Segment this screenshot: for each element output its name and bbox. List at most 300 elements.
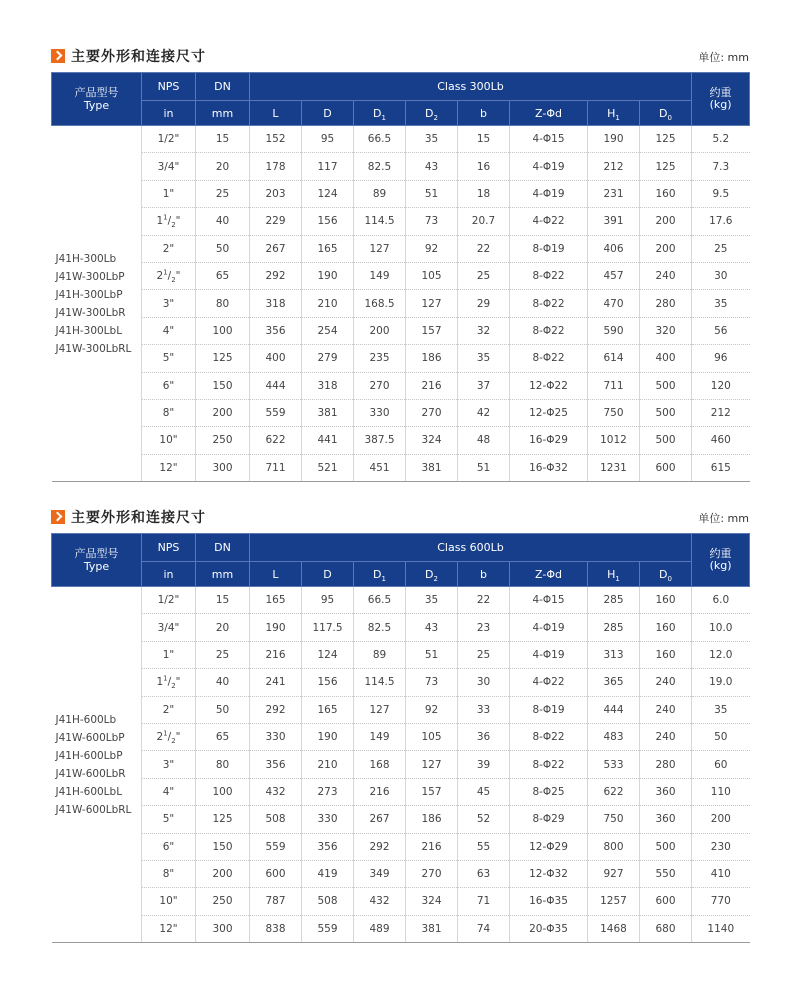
table-row [52, 915, 750, 942]
value-cell: 559 [302, 915, 354, 942]
weight-cell: 19.0 [692, 669, 750, 696]
weight-cell: 770 [692, 888, 750, 915]
value-cell: 800 [588, 833, 640, 860]
value-cell: 74 [458, 915, 510, 942]
weight-cell: 50 [692, 723, 750, 750]
value-cell: 521 [302, 454, 354, 481]
value-cell: 622 [250, 427, 302, 454]
nps-cell: 3" [142, 751, 196, 778]
dim-header: $D_0$ [640, 101, 692, 126]
value-cell: 25 [196, 180, 250, 207]
value-cell: 4-Φ19 [510, 614, 588, 641]
value-cell: 20 [196, 153, 250, 180]
value-cell: 8-Φ22 [510, 262, 588, 289]
value-cell: 65 [196, 262, 250, 289]
value-cell: 150 [196, 833, 250, 860]
value-cell: 168.5 [354, 290, 406, 317]
dim-header: Z-Φd [510, 562, 588, 587]
type-header [52, 73, 142, 126]
value-cell: 105 [406, 723, 458, 750]
nps-cell: 8" [142, 860, 196, 887]
model-name: J41H-300LbL [55, 324, 123, 337]
model-list [52, 126, 142, 482]
value-cell: 125 [196, 806, 250, 833]
nps-unit-header: in [142, 562, 196, 587]
chevron-right-icon [51, 49, 65, 63]
value-cell: 250 [196, 888, 250, 915]
value-cell: 360 [640, 806, 692, 833]
value-cell: 125 [640, 126, 692, 153]
dim-header: $D_0$ [640, 562, 692, 587]
value-cell: 190 [250, 614, 302, 641]
value-cell: 22 [458, 235, 510, 262]
value-cell: 356 [250, 317, 302, 344]
value-cell: 231 [588, 180, 640, 207]
value-cell: 127 [406, 751, 458, 778]
table-row [52, 235, 750, 262]
value-cell: 190 [302, 723, 354, 750]
dim-header: $D_2$ [406, 562, 458, 587]
value-cell: 1012 [588, 427, 640, 454]
value-cell: 270 [406, 860, 458, 887]
value-cell: 750 [588, 806, 640, 833]
table-row [52, 345, 750, 372]
value-cell: 12-Φ22 [510, 372, 588, 399]
value-cell: 400 [250, 345, 302, 372]
value-cell: 125 [196, 345, 250, 372]
value-cell: 12-Φ29 [510, 833, 588, 860]
value-cell: 4-Φ19 [510, 180, 588, 207]
weight-header-cn: 约重 [709, 86, 732, 99]
weight-cell: 96 [692, 345, 750, 372]
value-cell: 241 [250, 669, 302, 696]
model-name: J41W-600LbP [55, 731, 125, 744]
model-name: J41W-600LbRL [55, 803, 132, 816]
nps-header: NPS [142, 73, 196, 101]
value-cell: 157 [406, 317, 458, 344]
value-cell: 324 [406, 888, 458, 915]
value-cell: 15 [196, 126, 250, 153]
nps-cell: 12" [142, 454, 196, 481]
type-header-en: Type [83, 560, 110, 573]
value-cell: 156 [302, 669, 354, 696]
dim-header: Z-Φd [510, 101, 588, 126]
dim-header: b [458, 562, 510, 587]
value-cell: 387.5 [354, 427, 406, 454]
nps-cell: 5" [142, 806, 196, 833]
value-cell: 318 [302, 372, 354, 399]
table-row [52, 153, 750, 180]
value-cell: 267 [354, 806, 406, 833]
section-header [51, 507, 749, 529]
value-cell: 267 [250, 235, 302, 262]
value-cell: 292 [250, 262, 302, 289]
nps-cell: 3/4" [142, 614, 196, 641]
value-cell: 12-Φ25 [510, 399, 588, 426]
value-cell: 210 [302, 290, 354, 317]
value-cell: 43 [406, 153, 458, 180]
table-row [52, 372, 750, 399]
dim-header: $H_1$ [588, 101, 640, 126]
value-cell: 216 [406, 372, 458, 399]
value-cell: 20.7 [458, 208, 510, 235]
weight-cell: 1140 [692, 915, 750, 942]
dim-header: L [250, 101, 302, 126]
nps-cell: 4" [142, 317, 196, 344]
weight-cell: 410 [692, 860, 750, 887]
value-cell: 186 [406, 345, 458, 372]
value-cell: 600 [250, 860, 302, 887]
value-cell: 292 [354, 833, 406, 860]
model-name: J41H-600LbL [55, 785, 123, 798]
value-cell: 273 [302, 778, 354, 805]
value-cell: 330 [354, 399, 406, 426]
value-cell: 441 [302, 427, 354, 454]
table-row [52, 778, 750, 805]
value-cell: 8-Φ19 [510, 235, 588, 262]
value-cell: 190 [302, 262, 354, 289]
class-header: Class 600Lb [250, 534, 692, 562]
section-header [51, 46, 749, 68]
value-cell: 927 [588, 860, 640, 887]
value-cell: 37 [458, 372, 510, 399]
value-cell: 711 [250, 454, 302, 481]
value-cell: 43 [406, 614, 458, 641]
value-cell: 1257 [588, 888, 640, 915]
model-list [52, 587, 142, 943]
value-cell: 4-Φ22 [510, 669, 588, 696]
value-cell: 165 [302, 696, 354, 723]
value-cell: 4-Φ19 [510, 641, 588, 668]
dim-header: $D_1$ [354, 562, 406, 587]
value-cell: 489 [354, 915, 406, 942]
model-name: J41H-600LbP [55, 749, 123, 762]
value-cell: 50 [196, 696, 250, 723]
value-cell: 200 [196, 860, 250, 887]
value-cell: 8-Φ25 [510, 778, 588, 805]
weight-cell: 56 [692, 317, 750, 344]
value-cell: 124 [302, 641, 354, 668]
value-cell: 8-Φ22 [510, 751, 588, 778]
value-cell: 12-Φ32 [510, 860, 588, 887]
model-name: J41H-600Lb [55, 713, 117, 726]
unit-label: 单位: mm [698, 51, 749, 64]
weight-cell: 230 [692, 833, 750, 860]
value-cell: 16-Φ35 [510, 888, 588, 915]
value-cell: 365 [588, 669, 640, 696]
nps-cell: 10" [142, 427, 196, 454]
value-cell: 65 [196, 723, 250, 750]
value-cell: 279 [302, 345, 354, 372]
value-cell: 95 [302, 126, 354, 153]
value-cell: 470 [588, 290, 640, 317]
weight-cell: 30 [692, 262, 750, 289]
value-cell: 15 [458, 126, 510, 153]
value-cell: 100 [196, 778, 250, 805]
section-title: 主要外形和连接尺寸 [71, 49, 206, 65]
value-cell: 22 [458, 587, 510, 614]
table-row [52, 399, 750, 426]
nps-cell: 4" [142, 778, 196, 805]
value-cell: 432 [250, 778, 302, 805]
dim-header: b [458, 101, 510, 126]
value-cell: 508 [250, 806, 302, 833]
value-cell: 92 [406, 235, 458, 262]
table-row [52, 290, 750, 317]
unit-label: 单位: mm [698, 512, 749, 525]
value-cell: 45 [458, 778, 510, 805]
nps-cell: 6" [142, 833, 196, 860]
nps-cell: 10" [142, 888, 196, 915]
value-cell: 200 [640, 235, 692, 262]
value-cell: 280 [640, 751, 692, 778]
value-cell: 157 [406, 778, 458, 805]
value-cell: 8-Φ29 [510, 806, 588, 833]
value-cell: 80 [196, 290, 250, 317]
table-row [52, 696, 750, 723]
value-cell: 432 [354, 888, 406, 915]
value-cell: 18 [458, 180, 510, 207]
nps-cell: $1^1/_2$" [142, 208, 196, 235]
dimension-table-600lb [51, 533, 750, 943]
value-cell: 30 [458, 669, 510, 696]
nps-cell: 1" [142, 180, 196, 207]
value-cell: 73 [406, 669, 458, 696]
value-cell: 40 [196, 669, 250, 696]
value-cell: 92 [406, 696, 458, 723]
value-cell: 23 [458, 614, 510, 641]
value-cell: 614 [588, 345, 640, 372]
value-cell: 210 [302, 751, 354, 778]
value-cell: 559 [250, 399, 302, 426]
table-row [52, 126, 750, 153]
value-cell: 117.5 [302, 614, 354, 641]
value-cell: 270 [354, 372, 406, 399]
value-cell: 270 [406, 399, 458, 426]
table-row [52, 888, 750, 915]
value-cell: 127 [406, 290, 458, 317]
weight-cell: 615 [692, 454, 750, 481]
value-cell: 165 [250, 587, 302, 614]
value-cell: 35 [458, 345, 510, 372]
value-cell: 150 [196, 372, 250, 399]
dim-header: $D_2$ [406, 101, 458, 126]
value-cell: 330 [302, 806, 354, 833]
value-cell: 203 [250, 180, 302, 207]
weight-header [692, 534, 750, 587]
table-row [52, 751, 750, 778]
value-cell: 48 [458, 427, 510, 454]
value-cell: 82.5 [354, 153, 406, 180]
nps-cell: 2" [142, 696, 196, 723]
table-row [52, 208, 750, 235]
value-cell: 51 [458, 454, 510, 481]
value-cell: 16-Φ29 [510, 427, 588, 454]
table-row [52, 614, 750, 641]
value-cell: 16 [458, 153, 510, 180]
value-cell: 160 [640, 614, 692, 641]
nps-header: NPS [142, 534, 196, 562]
type-header [52, 534, 142, 587]
table-row [52, 723, 750, 750]
value-cell: 318 [250, 290, 302, 317]
value-cell: 50 [196, 235, 250, 262]
value-cell: 508 [302, 888, 354, 915]
value-cell: 15 [196, 587, 250, 614]
value-cell: 20 [196, 614, 250, 641]
value-cell: 240 [640, 669, 692, 696]
value-cell: 711 [588, 372, 640, 399]
value-cell: 285 [588, 587, 640, 614]
value-cell: 280 [640, 290, 692, 317]
value-cell: 39 [458, 751, 510, 778]
table-row [52, 180, 750, 207]
value-cell: 52 [458, 806, 510, 833]
table-row [52, 641, 750, 668]
value-cell: 127 [354, 235, 406, 262]
dim-header: D [302, 562, 354, 587]
dim-header: $D_1$ [354, 101, 406, 126]
value-cell: 51 [406, 641, 458, 668]
dn-header: DN [196, 73, 250, 101]
value-cell: 559 [250, 833, 302, 860]
header-row-2 [52, 101, 750, 126]
value-cell: 381 [302, 399, 354, 426]
value-cell: 391 [588, 208, 640, 235]
nps-cell: 2" [142, 235, 196, 262]
weight-cell: 12.0 [692, 641, 750, 668]
value-cell: 66.5 [354, 126, 406, 153]
value-cell: 600 [640, 888, 692, 915]
weight-cell: 25 [692, 235, 750, 262]
value-cell: 533 [588, 751, 640, 778]
value-cell: 66.5 [354, 587, 406, 614]
value-cell: 500 [640, 427, 692, 454]
nps-cell: 1/2" [142, 587, 196, 614]
value-cell: 8-Φ22 [510, 723, 588, 750]
value-cell: 500 [640, 399, 692, 426]
value-cell: 95 [302, 587, 354, 614]
header-row-2 [52, 562, 750, 587]
value-cell: 550 [640, 860, 692, 887]
value-cell: 240 [640, 723, 692, 750]
value-cell: 457 [588, 262, 640, 289]
value-cell: 292 [250, 696, 302, 723]
weight-cell: 6.0 [692, 587, 750, 614]
dim-header: $H_1$ [588, 562, 640, 587]
value-cell: 313 [588, 641, 640, 668]
value-cell: 300 [196, 915, 250, 942]
value-cell: 240 [640, 696, 692, 723]
value-cell: 622 [588, 778, 640, 805]
weight-cell: 460 [692, 427, 750, 454]
value-cell: 82.5 [354, 614, 406, 641]
value-cell: 55 [458, 833, 510, 860]
section-300lb [51, 46, 749, 474]
value-cell: 42 [458, 399, 510, 426]
value-cell: 8-Φ22 [510, 317, 588, 344]
value-cell: 149 [354, 262, 406, 289]
nps-cell: 1/2" [142, 126, 196, 153]
nps-cell: $2^1/_2$" [142, 723, 196, 750]
weight-cell: 200 [692, 806, 750, 833]
value-cell: 356 [250, 751, 302, 778]
value-cell: 117 [302, 153, 354, 180]
value-cell: 125 [640, 153, 692, 180]
value-cell: 216 [354, 778, 406, 805]
value-cell: 35 [406, 126, 458, 153]
value-cell: 330 [250, 723, 302, 750]
value-cell: 750 [588, 399, 640, 426]
value-cell: 40 [196, 208, 250, 235]
type-header-cn: 产品型号 [74, 547, 119, 560]
weight-cell: 7.3 [692, 153, 750, 180]
value-cell: 4-Φ19 [510, 153, 588, 180]
weight-cell: 212 [692, 399, 750, 426]
value-cell: 168 [354, 751, 406, 778]
value-cell: 20-Φ35 [510, 915, 588, 942]
weight-cell: 120 [692, 372, 750, 399]
value-cell: 4-Φ15 [510, 126, 588, 153]
value-cell: 127 [354, 696, 406, 723]
model-name: J41H-300Lb [55, 252, 117, 265]
model-name: J41W-300LbP [55, 270, 125, 283]
value-cell: 149 [354, 723, 406, 750]
table-row [52, 833, 750, 860]
value-cell: 1468 [588, 915, 640, 942]
value-cell: 250 [196, 427, 250, 454]
table-row [52, 317, 750, 344]
nps-cell: 8" [142, 399, 196, 426]
value-cell: 160 [640, 180, 692, 207]
value-cell: 8-Φ19 [510, 696, 588, 723]
value-cell: 216 [250, 641, 302, 668]
value-cell: 360 [640, 778, 692, 805]
value-cell: 254 [302, 317, 354, 344]
nps-cell: $2^1/_2$" [142, 262, 196, 289]
nps-cell: 3" [142, 290, 196, 317]
weight-cell: 60 [692, 751, 750, 778]
value-cell: 160 [640, 641, 692, 668]
value-cell: 229 [250, 208, 302, 235]
weight-header [692, 73, 750, 126]
value-cell: 400 [640, 345, 692, 372]
weight-header-unit: (kg) [709, 559, 732, 572]
model-name: J41W-300LbR [55, 306, 126, 319]
table-row [52, 454, 750, 481]
class-header: Class 300Lb [250, 73, 692, 101]
section-600lb [51, 507, 749, 935]
value-cell: 1231 [588, 454, 640, 481]
dim-header: D [302, 101, 354, 126]
value-cell: 451 [354, 454, 406, 481]
dn-header: DN [196, 534, 250, 562]
value-cell: 444 [250, 372, 302, 399]
value-cell: 165 [302, 235, 354, 262]
dim-header: L [250, 562, 302, 587]
value-cell: 100 [196, 317, 250, 344]
weight-header-unit: (kg) [709, 98, 732, 111]
value-cell: 178 [250, 153, 302, 180]
nps-cell: $1^1/_2$" [142, 669, 196, 696]
value-cell: 114.5 [354, 208, 406, 235]
dn-unit-header: mm [196, 101, 250, 126]
weight-cell: 35 [692, 290, 750, 317]
value-cell: 89 [354, 180, 406, 207]
table-row [52, 860, 750, 887]
weight-cell: 110 [692, 778, 750, 805]
value-cell: 32 [458, 317, 510, 344]
